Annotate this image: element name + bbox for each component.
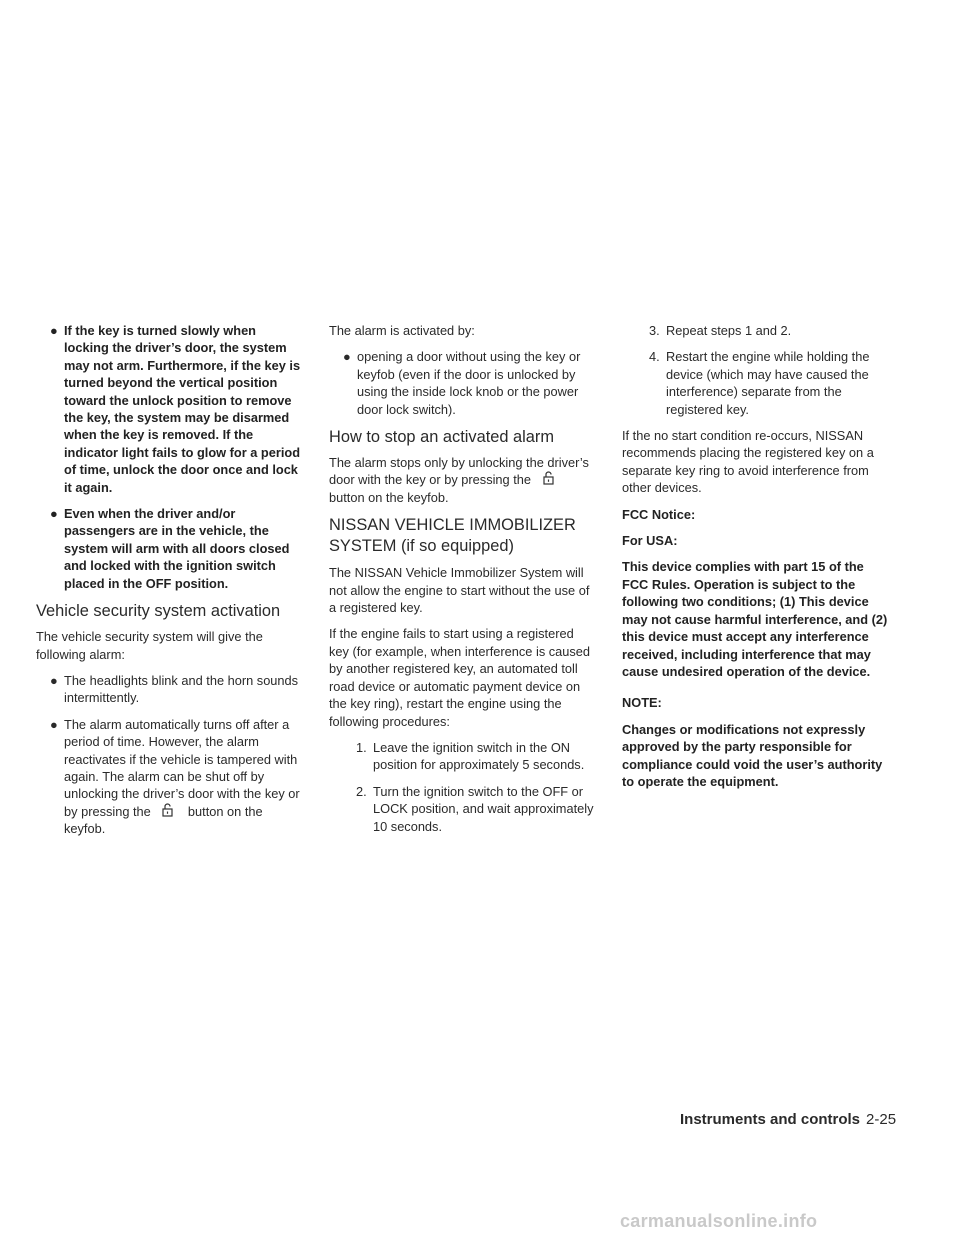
step-2 [329, 783, 597, 835]
bullet-text: The alarm automatically turns off after a period of time. However, the alarm reactivates if the vehicle is tampered with again. The alarm can be shut off by unlocking the driver’s door with the key or by pressing the [64, 716, 300, 819]
fcc-notice-label: FCC Notice: [622, 506, 696, 522]
fcc-compliance-text: This device complies with part 15 of the FCC Rules. Operation is subject to the following two conditions; (1) This device may not cause harmful interference, and (2) this device must accept any interference received, including interference that may cause undesired operation of the device. [622, 559, 888, 679]
page-footer [680, 1111, 896, 1128]
step-number: 3. [649, 323, 660, 338]
bullet-text: The headlights blink and the horn sounds intermittently. [64, 672, 299, 706]
alarm-bullet-auto-off [36, 716, 304, 838]
activated-bullet-opening-door [329, 348, 597, 418]
paragraph-stop-alarm [329, 454, 597, 506]
unlock-padlock-icon [535, 471, 565, 485]
paragraph-activated-by: The alarm is activated by: [329, 323, 475, 338]
paragraph-alarm-intro: The vehicle security system will give the following alarm: [36, 629, 263, 662]
bullet-dot: ● [50, 716, 58, 732]
note-text: Changes or modifications not expressly approved by the party responsible for compliance could void the user’s authority to operate the equipment. [622, 721, 883, 789]
bullet-dot: ● [343, 349, 351, 365]
bullet-dot: ● [50, 506, 58, 522]
paragraph-immobilizer-1: The NISSAN Vehicle Immobilizer System will not allow the engine to start without the use of a registered key. [329, 565, 590, 616]
watermark-text: carmanualsonline.info [620, 1211, 818, 1231]
step-3 [622, 322, 890, 339]
heading-security-activation: Vehicle security system activation [36, 602, 281, 621]
heading-stop-alarm: How to stop an activated alarm [329, 428, 555, 447]
for-usa-label: For USA: [622, 533, 678, 549]
step-number: 2. [356, 783, 367, 799]
step-text: Restart the engine while holding the device (which may have caused the interference) separate from the registered key. [666, 349, 870, 417]
page-number: 2-25 [866, 1111, 897, 1128]
column-left [36, 322, 304, 847]
heading-immobilizer: NISSAN VEHICLE IMMOBILIZER SYSTEM (if so equipped) [329, 516, 576, 556]
bullet-text-tail: button on the keyfob. [64, 803, 263, 837]
column-middle [329, 322, 597, 844]
section-title: Instruments and controls [680, 1111, 861, 1128]
paragraph-recur: If the no start condition re-occurs, NISSAN recommends placing the registered key on a separate key ring to avoid interference from other devices. [622, 428, 874, 496]
stop-text-tail: button on the keyfob. [329, 489, 449, 505]
column-right [622, 322, 890, 799]
step-number: 1. [356, 739, 367, 755]
paragraph-immobilizer-2: If the engine fails to start using a registered key (for example, when interference is caused by another registered key, an automated toll road device or automatic payment device on the key ring), restart the engine using the following procedures: [329, 626, 591, 729]
warning-bullet-passengers [36, 505, 304, 592]
alarm-bullet-headlights [36, 672, 304, 707]
step-4 [622, 348, 890, 418]
bullet-text: Even when the driver and/or passengers are in the vehicle, the system will arm with all doors closed and locked with the ignition switch placed in the OFF position. [64, 506, 290, 591]
bullet-dot: ● [50, 323, 58, 338]
note-label: NOTE: [622, 695, 662, 711]
bullet-text: opening a door without using the key or keyfob (even if the door is unlocked by using the inside lock knob or the power door lock switch). [357, 349, 581, 417]
bullet-text: If the key is turned slowly when locking the driver’s door, the system may not arm. Furthermore, if the key is turned beyond the vertical position toward the unlock position to remove the key, the system may be disarmed when the key is removed. If the indicator light fails to glow for a period of time, unlock the door once and lock it again. [64, 323, 301, 495]
step-text: Turn the ignition switch to the OFF or LOCK position, and wait approximately 10 seconds. [373, 783, 594, 834]
stop-text: The alarm stops only by unlocking the driver’s door with the key or by pressing the [329, 455, 589, 488]
step-number: 4. [649, 349, 660, 365]
warning-bullet-key-slowly [36, 322, 304, 496]
step-1 [329, 739, 597, 774]
step-text: Leave the ignition switch in the ON position for approximately 5 seconds. [373, 739, 585, 773]
unlock-padlock-icon [154, 803, 184, 817]
bullet-dot: ● [50, 672, 58, 688]
step-text: Repeat steps 1 and 2. [666, 323, 792, 338]
